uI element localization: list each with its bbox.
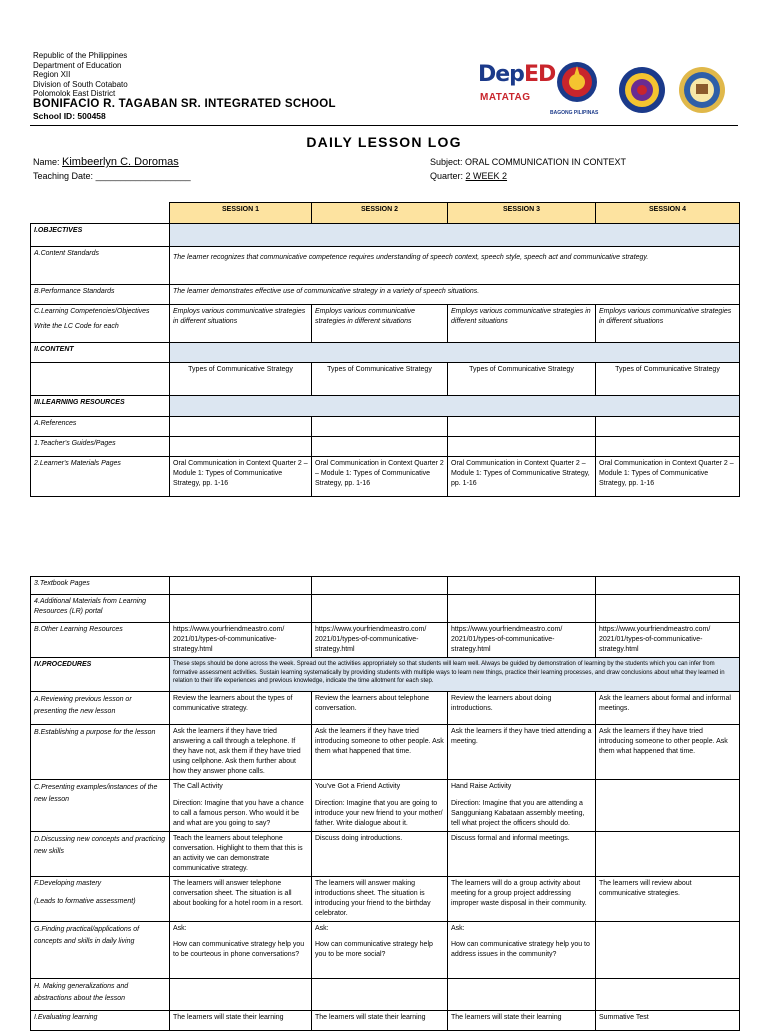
step-a-s1: Review the learners about the types of communicative strategy. (170, 692, 312, 725)
division-seal (618, 66, 666, 114)
content-standards-value: The learner recognizes that communicative competence requires understanding of speech context, speech style, speech act and communicative strategy. (170, 247, 740, 285)
agency-line: Polomolok East District (33, 89, 116, 99)
step-d-label: D.Discussing new concepts and practicing new skills (31, 832, 170, 877)
matatag-wordmark: MATATAG (480, 92, 531, 103)
step-i-s4: Summative Test (596, 1011, 740, 1031)
learners-materials-s4: Oral Communication in Context Quarter 2 – Module 1: Types of Communicative Strategy, pp. 1-16 (596, 457, 740, 497)
step-g-s3: Ask: How can communicative strategy help you to address issues in the community? (448, 922, 596, 979)
learners-materials-s1: Oral Communication in Context Quarter 2 – Module 1: Types of Communicative Strategy, pp. 1-16 (170, 457, 312, 497)
competency-s3: Employs various communicative strategies in different situations (448, 305, 596, 343)
content-s1: Types of Communicative Strategy (170, 363, 312, 396)
section-fill (170, 396, 740, 417)
quarter-value: 2 WEEK 2 (465, 171, 508, 181)
step-b-label: B.Establishing a purpose for the lesson (31, 725, 170, 780)
section-fill (170, 224, 740, 247)
lesson-log-table-2 (30, 576, 740, 1031)
step-f-label: F.Developing mastery (Leads to formative assessment) (31, 877, 170, 922)
school-id: School ID: 500458 (33, 111, 106, 121)
agency-lines (33, 51, 128, 99)
header-logos (474, 58, 736, 122)
header-divider (30, 125, 738, 126)
other-resources-label: B.Other Learning Resources (31, 623, 170, 658)
references-label: A.References (31, 417, 170, 437)
procedures-note: These steps should be done across the week. Spread out the activities appropriately so that students will learn well. Always be guided by demonstration of learning by the students which you can infer from formative assessment activities. Sustain learning systematically by providing students with multiple ways to learn new things, practice their learning processes, and draw conclusions about what they learned in relation to their life experiences and previous knowledge, indicate the time allotment for each step. (170, 658, 740, 692)
teaching-date-blank: ___________________ (95, 171, 191, 181)
step-a-s2: Review the learners about telephone conversation. (312, 692, 448, 725)
step-i-s3: The learners will state their learning (448, 1011, 596, 1031)
teacher-name: Kimbeerlyn C. Doromas (62, 156, 179, 168)
step-f-s1: The learners will answer telephone conversation sheet. The situation is all about booking for a hotel room in a resort. (170, 877, 312, 922)
step-b-s4: Ask the learners if they have tried introducing someone to other people. Ask them what happened that time. (596, 725, 740, 780)
session-header: SESSION 4 (596, 203, 740, 224)
other-resources-s3: https://www.yourfriendmeastro.com/ 2021/01/types-of-communicative-strategy.html (448, 623, 596, 658)
step-i-label: I.Evaluating learning (31, 1011, 170, 1031)
learners-materials-label: 2.Learner's Materials Pages (31, 457, 170, 497)
step-c-s2: You've Got a Friend Activity Direction: Imagine that you are going to introduce your new friend to your mother/ father. Write dialogue about it. (312, 780, 448, 832)
deped-ed-letters: ED (523, 62, 556, 87)
bagong-pilipinas-text: BAGONG PILIPINAS (550, 110, 599, 116)
step-g-s2: Ask: How can communicative strategy help you to be more social? (312, 922, 448, 979)
step-a-s3: Review the learners about doing introductions. (448, 692, 596, 725)
section-objectives: I.OBJECTIVES (31, 224, 170, 247)
page-title: DAILY LESSON LOG (306, 134, 462, 150)
step-f-s4: The learners will review about communicative strategies. (596, 877, 740, 922)
step-d-s3: Discuss formal and informal meetings. (448, 832, 596, 877)
competencies-label: C.Learning Competencies/Objectives Write the LC Code for each (31, 305, 170, 343)
step-b-s2: Ask the learners if they have tried introducing someone to other people. Ask them what happened that time. (312, 725, 448, 780)
other-resources-s2: https://www.yourfriendmeastro.com/ 2021/01/types-of-communicative-strategy.html (312, 623, 448, 658)
step-f-s2: The learners will answer making introductions sheet. The situation is introducing your friend to the birthday celebrator. (312, 877, 448, 922)
step-b-s3: Ask the learners if they have tried attending a meeting. (448, 725, 596, 780)
content-standards-label: A.Content Standards (31, 247, 170, 285)
content-s2: Types of Communicative Strategy (312, 363, 448, 396)
agency-line: Republic of the Philippines (33, 51, 128, 60)
additional-materials-label: 4.Additional Materials from Learning Resources (LR) portal (31, 595, 170, 623)
deped-wordmark: DepED (478, 62, 556, 87)
step-c-s4 (596, 780, 740, 832)
content-s4: Types of Communicative Strategy (596, 363, 740, 396)
agency-line: Department of Education (33, 60, 122, 70)
name-field: Name: Kimbeerlyn C. Doromas (33, 156, 179, 168)
section-content: II.CONTENT (31, 343, 170, 363)
step-g-label: G.Finding practical/applications of concepts and skills in daily living (31, 922, 170, 979)
section-procedures: IV.PROCEDURES (31, 658, 170, 692)
corner-cell (31, 203, 170, 224)
step-d-s4 (596, 832, 740, 877)
subject-value: ORAL COMMUNICATION IN CONTEXT (465, 157, 627, 167)
step-i-s2: The learners will state their learning (312, 1011, 448, 1031)
learners-materials-s2: Oral Communication in Context Quarter 2 – Module 1: Types of Communicative Strategy, pp. 1-16 (312, 457, 448, 497)
bagong-pilipinas-logo (552, 58, 602, 118)
agency-line: Division of South Cotabato (33, 79, 128, 89)
section-fill (170, 343, 740, 363)
other-resources-s1: https://www.yourfriendmeastro.com/ 2021/01/types-of-communicative-strategy.html (170, 623, 312, 658)
section-resources: III.LEARNING RESOURCES (31, 396, 170, 417)
content-row-label (31, 363, 170, 396)
step-c-label: C.Presenting examples/instances of the new lesson (31, 780, 170, 832)
session-header: SESSION 3 (448, 203, 596, 224)
step-g-s1: Ask: How can communicative strategy help you to be courteous in phone conversations? (170, 922, 312, 979)
competency-s2: Employs various communicative strategies in different situations (312, 305, 448, 343)
step-h-label: H. Making generalizations and abstractions about the lesson (31, 979, 170, 1011)
school-seal (678, 66, 726, 114)
learners-materials-s3: Oral Communication in Context Quarter 2 – Module 1: Types of Communicative Strategy, pp. 1-16 (448, 457, 596, 497)
subject-field: Subject: ORAL COMMUNICATION IN CONTEXT (430, 157, 627, 167)
performance-standards-label: B.Performance Standards (31, 285, 170, 305)
session-header: SESSION 2 (312, 203, 448, 224)
step-c-s1: The Call Activity Direction: Imagine that you have a chance to call a famous person. Who would it be and what are you going to say? (170, 780, 312, 832)
teaching-date-field: Teaching Date: ___________________ (33, 171, 191, 181)
step-i-s1: The learners will state their learning (170, 1011, 312, 1031)
quarter-field: Quarter: 2 WEEK 2 (430, 171, 508, 181)
lesson-log-table-1 (30, 202, 740, 497)
step-d-s2: Discuss doing introductions. (312, 832, 448, 877)
teachers-guide-label: 1.Teacher's Guides/Pages (31, 437, 170, 457)
step-g-s4 (596, 922, 740, 979)
agency-line: Region XII (33, 70, 71, 80)
content-s3: Types of Communicative Strategy (448, 363, 596, 396)
step-a-s4: Ask the learners about formal and informal meetings. (596, 692, 740, 725)
step-d-s1: Teach the learners about telephone conversation. Highlight to them that this is an activity we can demonstrate communicative strategy. (170, 832, 312, 877)
performance-standards-value: The learner demonstrates effective use of communicative strategy in a variety of speech situations. (170, 285, 740, 305)
textbook-label: 3.Textbook Pages (31, 577, 170, 595)
deped-logo (474, 62, 556, 114)
step-a-label: A.Reviewing previous lesson or presenting the new lesson (31, 692, 170, 725)
other-resources-s4: https://www.yourfriendmeastro.com/ 2021/01/types-of-communicative-strategy.html (596, 623, 740, 658)
step-f-s3: The learners will do a group activity about meeting for a group project addressing improper waste disposal in their community. (448, 877, 596, 922)
step-b-s1: Ask the learners if they have tried answering a call through a telephone. If they have not, ask them if they have tried using cellphone. Ask them further about how they answer phone calls. (170, 725, 312, 780)
competency-s1: Employs various communicative strategies in different situations (170, 305, 312, 343)
step-c-s3: Hand Raise Activity Direction: Imagine that you are attending a Sangguniang Kabataan assembly meeting, tell what project the officers should do. (448, 780, 596, 832)
school-name: BONIFACIO R. TAGABAN SR. INTEGRATED SCHOOL (33, 98, 336, 110)
competency-s4: Employs various communicative strategies in different situations (596, 305, 740, 343)
session-header: SESSION 1 (170, 203, 312, 224)
